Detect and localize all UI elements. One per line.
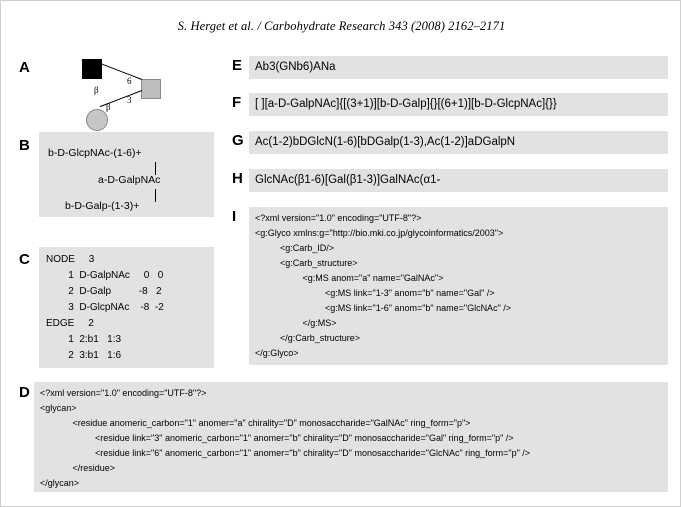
panel-i-line-3: <g:Carb_structure> bbox=[255, 258, 358, 268]
panel-d-line-4: <residue link="6" anomeric_carbon="1" anomer="b" chirality="D" monosaccharide="GlcNAc" ring_form="p" /> bbox=[40, 448, 531, 458]
grey-square-symbol bbox=[141, 79, 161, 99]
panel-c-box bbox=[39, 247, 214, 368]
panel-d-line-3: <residue link="3" anomeric_carbon="1" anomer="b" chirality="D" monosaccharide="Gal" ring_form="p" /> bbox=[40, 433, 514, 443]
panel-b-connector-bottom bbox=[155, 189, 156, 202]
panel-i-line-8: </g:Carb_structure> bbox=[255, 333, 361, 343]
panel-d-line-1: <glycan> bbox=[40, 403, 77, 413]
panel-b-line-2: b-D-Galp-(1-3)+ bbox=[65, 200, 140, 212]
panel-d-line-6: </glycan> bbox=[40, 478, 80, 488]
panel-letter-h: H bbox=[232, 170, 243, 187]
running-head: S. Herget et al. / Carbohydrate Research 343 (2008) 2162–2171 bbox=[177, 19, 506, 33]
grey-circle-symbol bbox=[86, 109, 108, 131]
panel-i-box bbox=[249, 207, 668, 365]
panel-letter-e: E bbox=[232, 57, 243, 74]
panel-i-line-0: <?xml version="1.0" encoding="UTF-8"?> bbox=[255, 213, 422, 223]
panel-b-line-1: a-D-GalpNAc bbox=[98, 174, 161, 186]
panel-letter-b: B bbox=[19, 137, 30, 154]
panel-d-box bbox=[34, 382, 668, 492]
panel-b-line-0: b-D-GlcpNAc-(1-6)+ bbox=[48, 147, 142, 159]
panel-letter-f: F bbox=[232, 94, 242, 111]
panel-b-box bbox=[39, 132, 214, 217]
panel-c-line-1: 1 D-GalpNAc 0 0 bbox=[46, 270, 164, 281]
panel-letter-g: G bbox=[232, 132, 244, 149]
panel-c-line-2: 2 D-Galp -8 2 bbox=[46, 286, 162, 297]
panel-f-text: [ ][a-D-GalpNAc]{[(3+1)][b-D-Galp]{}[(6+1)][b-D-GlcpNAc]{}} bbox=[255, 98, 557, 110]
panel-c-line-0: NODE 3 bbox=[46, 254, 95, 265]
label-three: 3 bbox=[127, 95, 132, 105]
panel-letter-c: C bbox=[19, 251, 30, 268]
panel-letter-i: I bbox=[232, 208, 237, 225]
panel-i-line-6: <g:MS link="1-6" anom="b" name="GlcNAc" /> bbox=[255, 303, 512, 313]
panel-letter-d: D bbox=[19, 384, 30, 401]
label-six: 6 bbox=[127, 76, 132, 86]
label-beta-bottom: β bbox=[106, 102, 111, 112]
panel-d-line-2: <residue anomeric_carbon="1" anomer="a" chirality="D" monosaccharide="GalNAc" ring_form="p"> bbox=[40, 418, 471, 428]
panel-h-box bbox=[249, 169, 668, 192]
panel-i-line-9: </g:Glyco> bbox=[255, 348, 299, 358]
panel-c-line-6: 2 3:b1 1:6 bbox=[46, 350, 122, 361]
panel-c-line-5: 1 2:b1 1:3 bbox=[46, 334, 122, 345]
panel-c-line-3: 3 D-GlcpNAc -8 -2 bbox=[46, 302, 164, 313]
panel-e-box bbox=[249, 56, 668, 79]
panel-e-text: Ab3(GNb6)ANa bbox=[255, 61, 336, 73]
panel-i-line-2: <g:Carb_ID/> bbox=[255, 243, 335, 253]
panel-g-box bbox=[249, 131, 668, 154]
panel-i-line-5: <g:MS link="1-3" anom="b" name="Gal" /> bbox=[255, 288, 495, 298]
panel-f-box bbox=[249, 93, 668, 116]
panel-d-line-0: <?xml version="1.0" encoding="UTF-8"?> bbox=[40, 388, 207, 398]
label-beta-top: β bbox=[94, 85, 99, 95]
panel-g-text: Ac(1-2)bDGlcN(1-6)[bDGalp(1-3),Ac(1-2)]aDGalpN bbox=[255, 136, 516, 148]
edge-top bbox=[95, 61, 142, 80]
panel-i-line-7: </g:MS> bbox=[255, 318, 337, 328]
panel-letter-a: A bbox=[19, 59, 30, 76]
panel-h-text: GlcNAc(β1-6)[Gal(β1-3)]GalNAc(α1- bbox=[255, 174, 441, 186]
panel-c-line-4: EDGE 2 bbox=[46, 318, 94, 329]
panel-i-line-4: <g:MS anom="a" name="GalNAc"> bbox=[255, 273, 444, 283]
panel-i-line-1: <g:Glyco xmlns:g="http://bio.mki.co.jp/glycoinformatics/2003"> bbox=[255, 228, 504, 238]
panel-d-line-5: </residue> bbox=[40, 463, 116, 473]
